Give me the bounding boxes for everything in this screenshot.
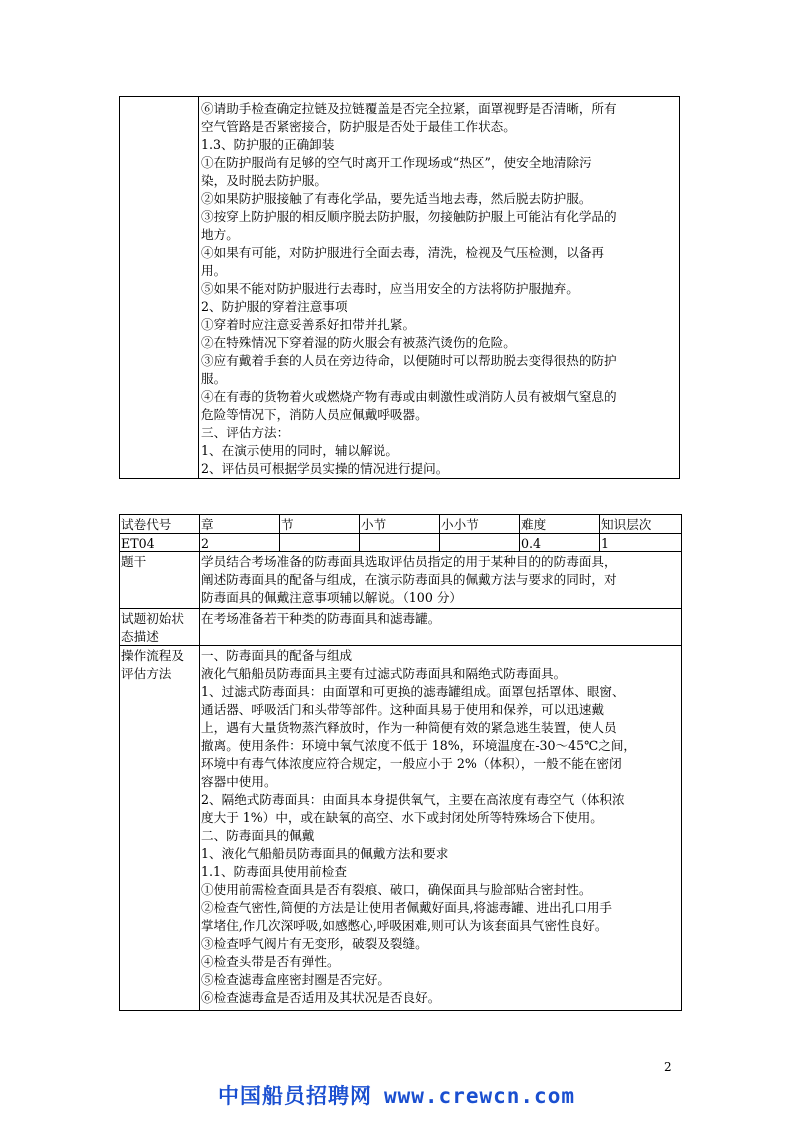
- text-line: 1、在演示使用的同时，辅以解说。: [201, 443, 398, 458]
- procedure-content-cell: [200, 646, 682, 1011]
- value-knowledge-level: 1: [600, 534, 682, 552]
- text-line: 二、防毒面具的佩戴: [201, 828, 315, 843]
- text-line: 度大于 1%）中，或在缺氧的高空、水下或封闭处所等特殊场合下使用。: [201, 810, 603, 825]
- value-section: [280, 534, 360, 552]
- text-line: 空气管路是否紧密接合，防护服是否处于最佳工作状态。: [201, 119, 516, 134]
- text-line: 在考场准备若干种类的防毒面具和滤毒罐。: [201, 611, 441, 626]
- text-line: 掌堵住,作几次深呼吸,如感憋心,呼吸困难,则可认为该套面具气密性良好。: [201, 918, 608, 933]
- value-difficulty: 0.4: [520, 534, 600, 552]
- text-line: 用。: [201, 263, 227, 278]
- text-line: ③按穿上防护服的相反顺序脱去防护服，勿接触防护服上可能沾有化学品的: [201, 209, 617, 224]
- text-line: 1、液化气船船员防毒面具的佩戴方法和要求: [201, 846, 449, 861]
- text-line: 撤离。使用条件：环境中氧气浓度不低于 18%，环境温度在-30～45℃之间，: [201, 738, 637, 753]
- exam-table: [119, 514, 682, 1011]
- header-knowledge-level: 知识层次: [600, 515, 682, 534]
- stem-label-cell: [120, 552, 200, 609]
- header-section: 节: [280, 515, 360, 534]
- initial-label-cell: [120, 609, 200, 646]
- text-line: 服。: [201, 371, 227, 386]
- text-line: 1.3、防护服的正确卸装: [201, 137, 335, 152]
- text-line: 一、防毒面具的配备与组成: [201, 648, 353, 663]
- text-line: ④检查头带是否有弹性。: [201, 954, 340, 969]
- stem-content-cell: [200, 552, 682, 609]
- text-line: 三、评估方法：: [201, 425, 290, 440]
- text-line: ⑤如果不能对防护服进行去毒时，应当用安全的方法将防护服抛弃。: [201, 281, 579, 296]
- value-chapter: 2: [200, 534, 280, 552]
- footer-brand-name: 中国船员招聘网: [217, 1084, 372, 1108]
- header-difficulty: 难度: [520, 515, 600, 534]
- text-line: ③检查呼气阀片有无变形，破裂及裂缝。: [201, 936, 428, 951]
- initial-content-cell: [200, 609, 682, 646]
- text-line: 1.1、防毒面具使用前检查: [201, 864, 347, 879]
- text-line: ②如果防护服接触了有毒化学品，要先适当地去毒，然后脱去防护服。: [201, 191, 592, 206]
- text-line: ⑥检查滤毒盒是否适用及其状况是否良好。: [201, 990, 441, 1005]
- text-line: ①穿着时应注意妥善系好扣带并扎紧。: [201, 317, 416, 332]
- text-line: 2、防护服的穿着注意事项: [201, 299, 348, 314]
- text-line: 通话器、呼吸活门和头带等部件。这种面具易于使用和保养，可以迅速戴: [201, 702, 604, 717]
- text-line: 地方。: [201, 227, 239, 242]
- text-line: ⑥请助手检查确定拉链及拉链覆盖是否完全拉紧，面罩视野是否清晰，所有: [201, 101, 617, 116]
- header-subsection: 小节: [360, 515, 440, 534]
- value-subsection: [360, 534, 440, 552]
- procedure-label-cell: [120, 646, 200, 1011]
- header-sub-subsection: 小小节: [440, 515, 520, 534]
- text-line: 上，遇有大量货物蒸汽释放时，作为一种简便有效的紧急逃生装置，使人员: [201, 720, 617, 735]
- text-line: ②在特殊情况下穿着湿的防火服会有被蒸汽烫伤的危险。: [201, 335, 516, 350]
- text-line: ④如果有可能，对防护服进行全面去毒，清洗，检视及气压检测，以备再: [201, 245, 604, 260]
- text-line: 阐述防毒面具的配备与组成，在演示防毒面具的佩戴方法与要求的同时，对: [201, 572, 617, 587]
- text-line: 危险等情况下，消防人员应佩戴呼吸器。: [201, 407, 428, 422]
- footer-watermark[interactable]: [0, 1080, 793, 1110]
- text-line: ⑤检查滤毒盒座密封圈是否完好。: [201, 972, 390, 987]
- text-line: 学员结合考场准备的防毒面具选取评估员指定的用于某种目的的防毒面具，: [201, 554, 617, 569]
- text-line: ④在有毒的货物着火或燃烧产物有毒或由刺激性或消防人员有被烟气窒息的: [201, 389, 617, 404]
- text-line: 防毒面具的佩戴注意事项辅以解说。（100 分）: [201, 590, 463, 605]
- initial-label-line: 态描述: [121, 629, 159, 644]
- header-exam-code: 试卷代号: [120, 515, 200, 534]
- text-line: ③应有戴着手套的人员在旁边待命，以便随时可以帮助脱去变得很热的防护: [201, 353, 617, 368]
- text-line: 环境中有毒气体浓度应符合规定，一般应小于 2%（体积），一般不能在密闭: [201, 756, 622, 771]
- text-line: ①使用前需检查面具是否有裂痕、破口，确保面具与脸部贴合密封性。: [201, 882, 592, 897]
- text-line: 1、过滤式防毒面具：由面罩和可更换的滤毒罐组成。面罩包括罩体、眼窗、: [201, 684, 625, 699]
- text-line: 液化气船船员防毒面具主要有过滤式防毒面具和隔绝式防毒面具。: [201, 666, 567, 681]
- continuation-content-cell: [201, 100, 673, 478]
- value-exam-code: ET04: [120, 534, 200, 552]
- text-line: 容器中使用。: [201, 774, 277, 789]
- page-number: 2: [664, 1060, 672, 1074]
- procedure-label-line: 操作流程及: [121, 648, 184, 663]
- text-line: 染，及时脱去防护服。: [201, 173, 327, 188]
- header-chapter: 章: [200, 515, 280, 534]
- procedure-label-line: 评估方法: [121, 666, 172, 681]
- continuation-label-cell: [120, 97, 199, 478]
- footer-url-link[interactable]: www.crewcn.com: [383, 1084, 575, 1108]
- text-line: ②检查气密性,简便的方法是让使用者佩戴好面具,将滤毒罐、进出孔口用手: [201, 900, 613, 915]
- continuation-table: [119, 96, 680, 479]
- text-line: ①在防护服尚有足够的空气时离开工作现场或“热区”，使安全地清除污: [201, 155, 592, 170]
- value-sub-subsection: [440, 534, 520, 552]
- initial-label-line: 试题初始状: [121, 611, 184, 626]
- stem-label: 题干: [121, 554, 147, 569]
- text-line: 2、隔绝式防毒面具：由面具本身提供氧气，主要在高浓度有毒空气（体积浓: [201, 792, 625, 807]
- text-line: 2、评估员可根据学员实操的情况进行提问。: [201, 461, 449, 476]
